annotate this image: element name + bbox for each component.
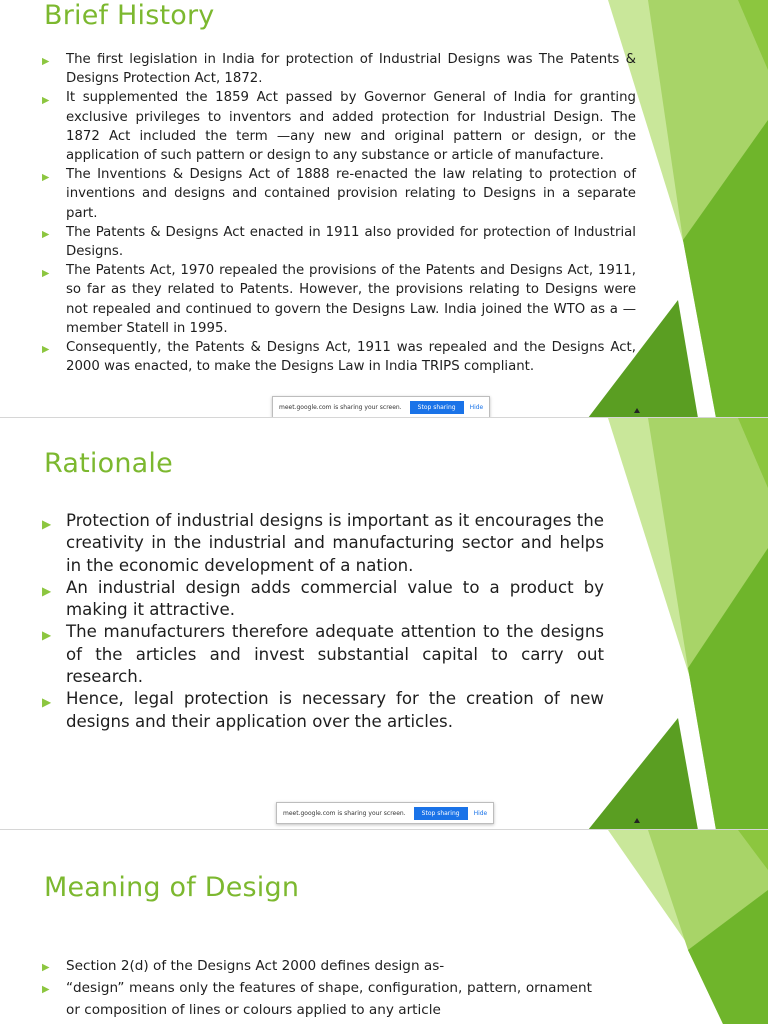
slide-title: Brief History (44, 0, 215, 31)
bullet-item: ▶ Hence, legal protection is necessary for the creation of new designs and their application over the articles. (40, 688, 604, 733)
green-decoration (588, 418, 768, 830)
slide-meaning-of-design (0, 830, 768, 1024)
slide-title: Meaning of Design (44, 872, 300, 903)
slide-rationale (0, 418, 768, 830)
share-message: meet.google.com is sharing your screen. (283, 809, 406, 817)
bullet-item: ▶ Consequently, the Patents & Designs Act, 1911 was repealed and the Designs Act, 2000 was enacted, to make the Designs Law in India TRIPS compliant. (40, 338, 636, 376)
slide-brief-history (0, 0, 768, 418)
bullet-item: ▶ The first legislation in India for protection of Industrial Designs was The Patents & Designs Protection Act, 1872. (40, 50, 636, 88)
bullet-list (40, 955, 592, 1021)
bullet-item: ▶ The manufacturers therefore adequate attention to the designs of the articles and invest substantial capital to carry out research. (40, 621, 604, 688)
screen-share-bar (272, 396, 490, 418)
bullet-item: ▶ Section 2(d) of the Designs Act 2000 defines design as- (40, 955, 592, 977)
hide-button[interactable]: Hide (473, 809, 488, 817)
bullet-item: ▶ Protection of industrial designs is important as it encourages the creativity in the industrial and manufacturing sector and helps in the economic development of a nation. (40, 510, 604, 577)
share-message: meet.google.com is sharing your screen. (279, 403, 402, 411)
screen-share-bar (276, 802, 494, 824)
slide-title: Rationale (44, 448, 173, 479)
cursor-icon (634, 408, 640, 413)
bullet-item: ▶ An industrial design adds commercial value to a product by making it attractive. (40, 577, 604, 622)
bullet-list (40, 50, 636, 376)
hide-button[interactable]: Hide (469, 403, 484, 411)
bullet-item: ▶ The Patents & Designs Act enacted in 1911 also provided for protection of Industrial Designs. (40, 223, 636, 261)
bullet-list (40, 510, 604, 733)
bullet-item: ▶ The Patents Act, 1970 repealed the provisions of the Patents and Designs Act, 1911, so far as they related to Patents. However, the provisions relating to Designs were not repealed and continued to govern the Designs Law. India joined the WTO as a —member Statell in 1995. (40, 261, 636, 338)
bullet-item: ▶ “design” means only the features of shape, configuration, pattern, ornament or composition of lines or colours applied to any article (40, 977, 592, 1021)
stop-sharing-button[interactable]: Stop sharing (414, 807, 468, 820)
bullet-item: ▶ The Inventions & Designs Act of 1888 re-enacted the law relating to protection of inventions and designs and contained provision relating to Designs in a separate part. (40, 165, 636, 223)
stop-sharing-button[interactable]: Stop sharing (410, 401, 464, 414)
cursor-icon (634, 818, 640, 823)
green-decoration (588, 830, 768, 1024)
bullet-item: ▶ It supplemented the 1859 Act passed by Governor General of India for granting exclusive privileges to inventors and added protection for Industrial Design. The 1872 Act included the term —any new and original pattern or design, or the application of such pattern or design to any substance or article of manufacture. (40, 88, 636, 165)
